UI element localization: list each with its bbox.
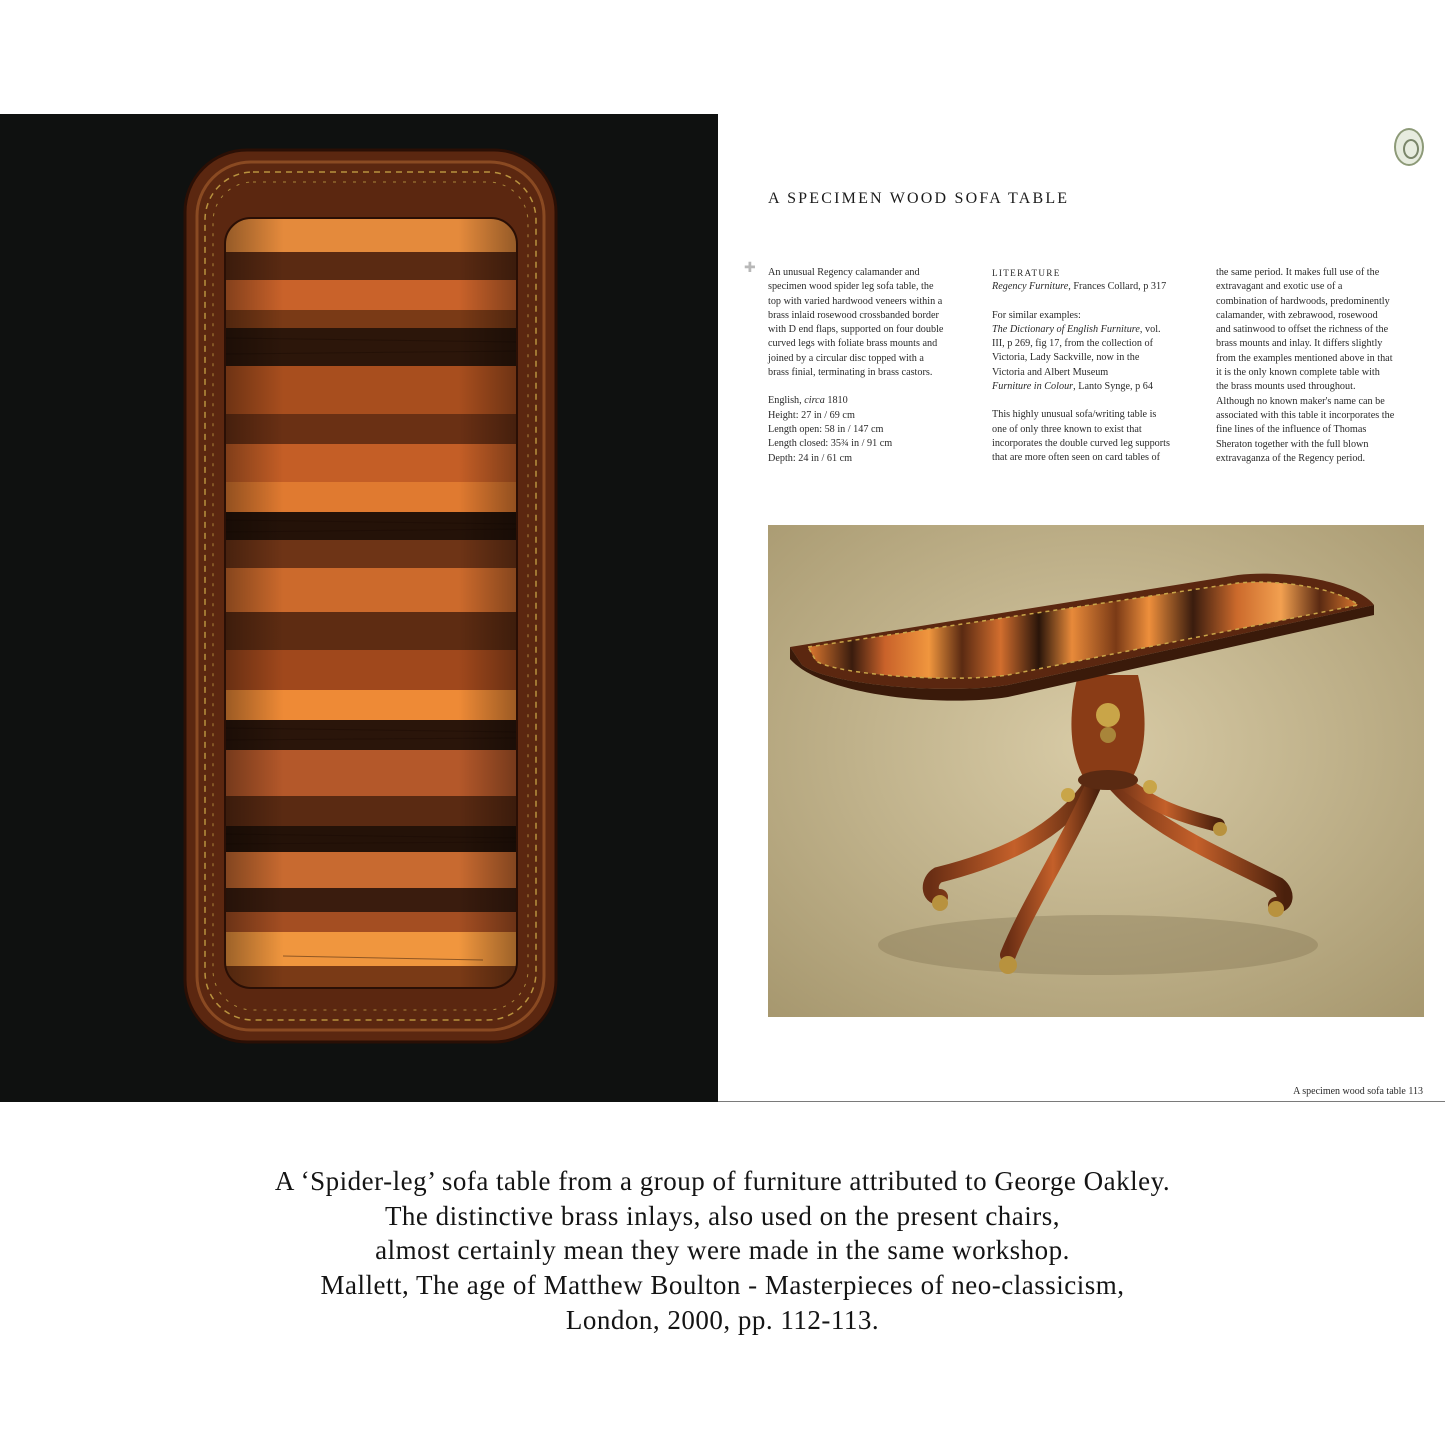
caption-line: almost certainly mean they were made in the same workshop. bbox=[375, 1235, 1070, 1266]
text-line: associated with this table it incorporates the bbox=[1216, 409, 1395, 421]
similar-ref: The Dictionary of English Furniture, vol. bbox=[992, 323, 1161, 335]
caption-line: Mallett, The age of Matthew Boulton - Masterpieces of neo-classicism, bbox=[320, 1270, 1125, 1301]
caption-line: London, 2000, pp. 112-113. bbox=[565, 1304, 880, 1335]
publisher-emblem-icon bbox=[1394, 128, 1424, 166]
text-line: with D end flaps, supported on four double bbox=[768, 324, 944, 336]
text-line: calamander, with zebrawood, rosewood bbox=[1216, 309, 1378, 321]
text-line: Sheraton together with the full blown bbox=[1216, 438, 1369, 450]
essay-column bbox=[1216, 266, 1428, 466]
page-bottom-rule bbox=[718, 1101, 1445, 1102]
caption-line: The distinctive brass inlays, also used on the present chairs, bbox=[384, 1200, 1061, 1231]
book-spread bbox=[0, 114, 1445, 1102]
dimension-length-open: Length open: 58 in / 147 cm bbox=[768, 423, 884, 435]
text-line: the same period. It makes full use of the bbox=[1216, 267, 1380, 278]
dimension-height: Height: 27 in / 69 cm bbox=[768, 409, 855, 421]
text-line: extravaganza of the Regency period. bbox=[1216, 452, 1366, 464]
text-line: brass mounts and inlay. It differs slightly bbox=[1216, 338, 1383, 350]
text-line: the brass mounts used throughout. bbox=[1216, 381, 1356, 393]
text-line: Victoria, Lady Sackville, now in the bbox=[992, 352, 1140, 364]
right-page bbox=[718, 114, 1445, 1102]
literature-column bbox=[992, 266, 1204, 466]
text-line: specimen wood spider leg sofa table, the bbox=[768, 281, 934, 293]
origin-date: English, circa 1810 bbox=[768, 395, 848, 407]
dimension-length-closed: Length closed: 35¾ in / 91 cm bbox=[768, 438, 893, 450]
caption bbox=[0, 1164, 1445, 1338]
text-line: This highly unusual sofa/writing table is bbox=[992, 409, 1157, 421]
article-title: A SPECIMEN WOOD SOFA TABLE bbox=[768, 190, 1070, 207]
text-line: from the examples mentioned above in that bbox=[1216, 352, 1393, 364]
text-line: joined by a circular disc topped with a bbox=[768, 352, 924, 364]
text-line: that are more often seen on card tables of bbox=[992, 452, 1161, 464]
text-line: it is the only known complete table with bbox=[1216, 367, 1380, 379]
text-line: curved legs with foliate brass mounts and bbox=[768, 338, 938, 350]
text-line: Although no known maker's name can be bbox=[1216, 395, 1385, 407]
margin-mark-icon: ✚ bbox=[744, 261, 756, 276]
caption-line: A ‘Spider-leg’ sofa table from a group of furniture attributed to George Oakley. bbox=[274, 1166, 1171, 1196]
text-line: top with varied hardwood veneers within a bbox=[768, 295, 943, 307]
page-folio: A specimen wood sofa table 113 bbox=[1293, 1086, 1423, 1097]
similar-heading: For similar examples: bbox=[992, 309, 1081, 321]
literature-ref: Regency Furniture, Frances Collard, p 317 bbox=[992, 281, 1167, 293]
text-line: incorporates the double curved leg supports bbox=[992, 437, 1170, 449]
text-line: III, p 269, fig 17, from the collection of bbox=[992, 338, 1153, 350]
text-line: extravagant and exotic use of a bbox=[1216, 281, 1343, 293]
description-column bbox=[768, 266, 980, 466]
left-page-photo bbox=[0, 114, 718, 1102]
text-line: one of only three known to exist that bbox=[992, 423, 1142, 435]
literature-heading: LITERATURE bbox=[992, 268, 1061, 278]
text-line: An unusual Regency calamander and bbox=[768, 267, 920, 278]
text-line: fine lines of the influence of Thomas bbox=[1216, 424, 1367, 436]
text-line: combination of hardwoods, predominently bbox=[1216, 295, 1390, 307]
sofa-table-photo bbox=[768, 525, 1424, 1017]
text-line: and satinwood to offset the richness of the bbox=[1216, 324, 1389, 336]
text-line: Victoria and Albert Museum bbox=[992, 366, 1109, 378]
table-top-image bbox=[183, 148, 558, 1048]
similar-ref: Furniture in Colour, Lanto Synge, p 64 bbox=[992, 381, 1153, 393]
text-line: brass inlaid rosewood crossbanded border bbox=[768, 309, 939, 321]
dimension-depth: Depth: 24 in / 61 cm bbox=[768, 452, 853, 464]
text-line: brass finial, terminating in brass castors. bbox=[768, 367, 933, 379]
